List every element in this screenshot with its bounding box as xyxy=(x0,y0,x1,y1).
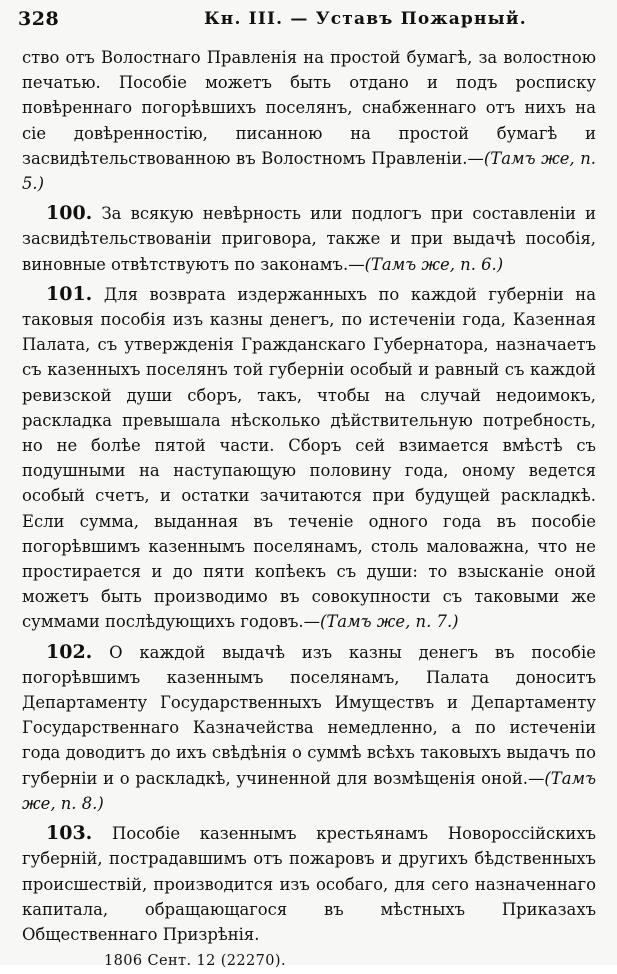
article-100 xyxy=(22,201,596,277)
source-note: 1806 Сент. 12 (22270). xyxy=(104,953,286,970)
citation: —(Тамъ же, п. 7.) xyxy=(303,612,459,632)
citation: —(Тамъ же, п. 5.) xyxy=(22,148,596,194)
article-number: 103. xyxy=(46,822,93,845)
article-text: О каждой выдачѣ изъ казны денегъ въ пособіе погорѣвшимъ казеннымъ поселянамъ, Палата доноситъ Департаменту Государственныхъ Имуществъ и Департаменту Государственнаго Казначейства немедленно, а по истеченіи года доводитъ до ихъ свѣдѣнія о суммѣ всѣхъ таковыхъ выдачъ по губерніи и о раскладкѣ, учиненной для возмѣщенія оной. xyxy=(22,642,596,788)
running-title: Кн. III. — Уставъ Пожарный. xyxy=(204,9,527,29)
article-number: 101. xyxy=(46,282,93,305)
citation: —(Тамъ же, п. 6.) xyxy=(348,254,504,274)
article-text: Для возврата издержанныхъ по каждой губерніи на таковыя пособія изъ казны денегъ, по истеченіи года, Казенная Палата, съ утвержденія Гражданскаго Губернатора, назначаетъ съ казенныхъ поселянъ той губерніи особый и равный съ каждой ревизской души сборъ, такъ, чтобы на случай недоимокъ, раскладка превышала нѣсколько дѣйствительную потребность, но не болѣе пятой части. Сборъ сей взимается вмѣстѣ съ подушными на наступающую половину года, оному ведется особый счетъ, и остатки зачитаются при будущей раскладкѣ. Если сумма, выданная въ теченіе одного года въ пособіе погорѣвшимъ казеннымъ поселянамъ, столь маловажна, что не простирается и до пяти копѣекъ съ души: то взысканіе оной можетъ быть производимо въ совокупности съ таковыми же суммами послѣдующихъ годовъ. xyxy=(22,284,596,632)
article-text: Пособіе казеннымъ крестьянамъ Новороссійскихъ губерній, пострадавшимъ отъ пожаровъ и другихъ бѣдственныхъ происшествій, производится изъ особаго, для сего назначеннаго капитала, обращающагося въ мѣстныхъ Приказахъ Общественнаго Призрѣнія. xyxy=(22,824,596,944)
article-101 xyxy=(22,282,596,635)
article-number: 102. xyxy=(46,640,93,663)
page-body xyxy=(22,45,596,974)
paragraph-text: ство отъ Волостнаго Правленія на простой бумагѣ, за волостною печатью. Пособіе можетъ быть отдано и подъ росписку повѣреннаго погорѣвшихъ поселянъ, снабженнаго отъ нихъ на сіе довѣренностію, писанною на простой бумагѣ и засвидѣтельствованною въ Волостномъ Правленіи. xyxy=(22,48,596,168)
continued-paragraph xyxy=(22,45,596,196)
page-header xyxy=(18,6,603,34)
page-number: 328 xyxy=(18,8,60,30)
article-number: 100. xyxy=(46,202,93,225)
article-103 xyxy=(22,821,596,947)
citation: —(Тамъ же, п. 8.) xyxy=(22,768,596,813)
article-102 xyxy=(22,640,596,816)
article-text: За всякую невѣрность или подлогъ при составленіи и засвидѣтельствованіи приговора, также и при выдачѣ пособія, виновные отвѣтствуютъ по законамъ. xyxy=(22,204,596,274)
